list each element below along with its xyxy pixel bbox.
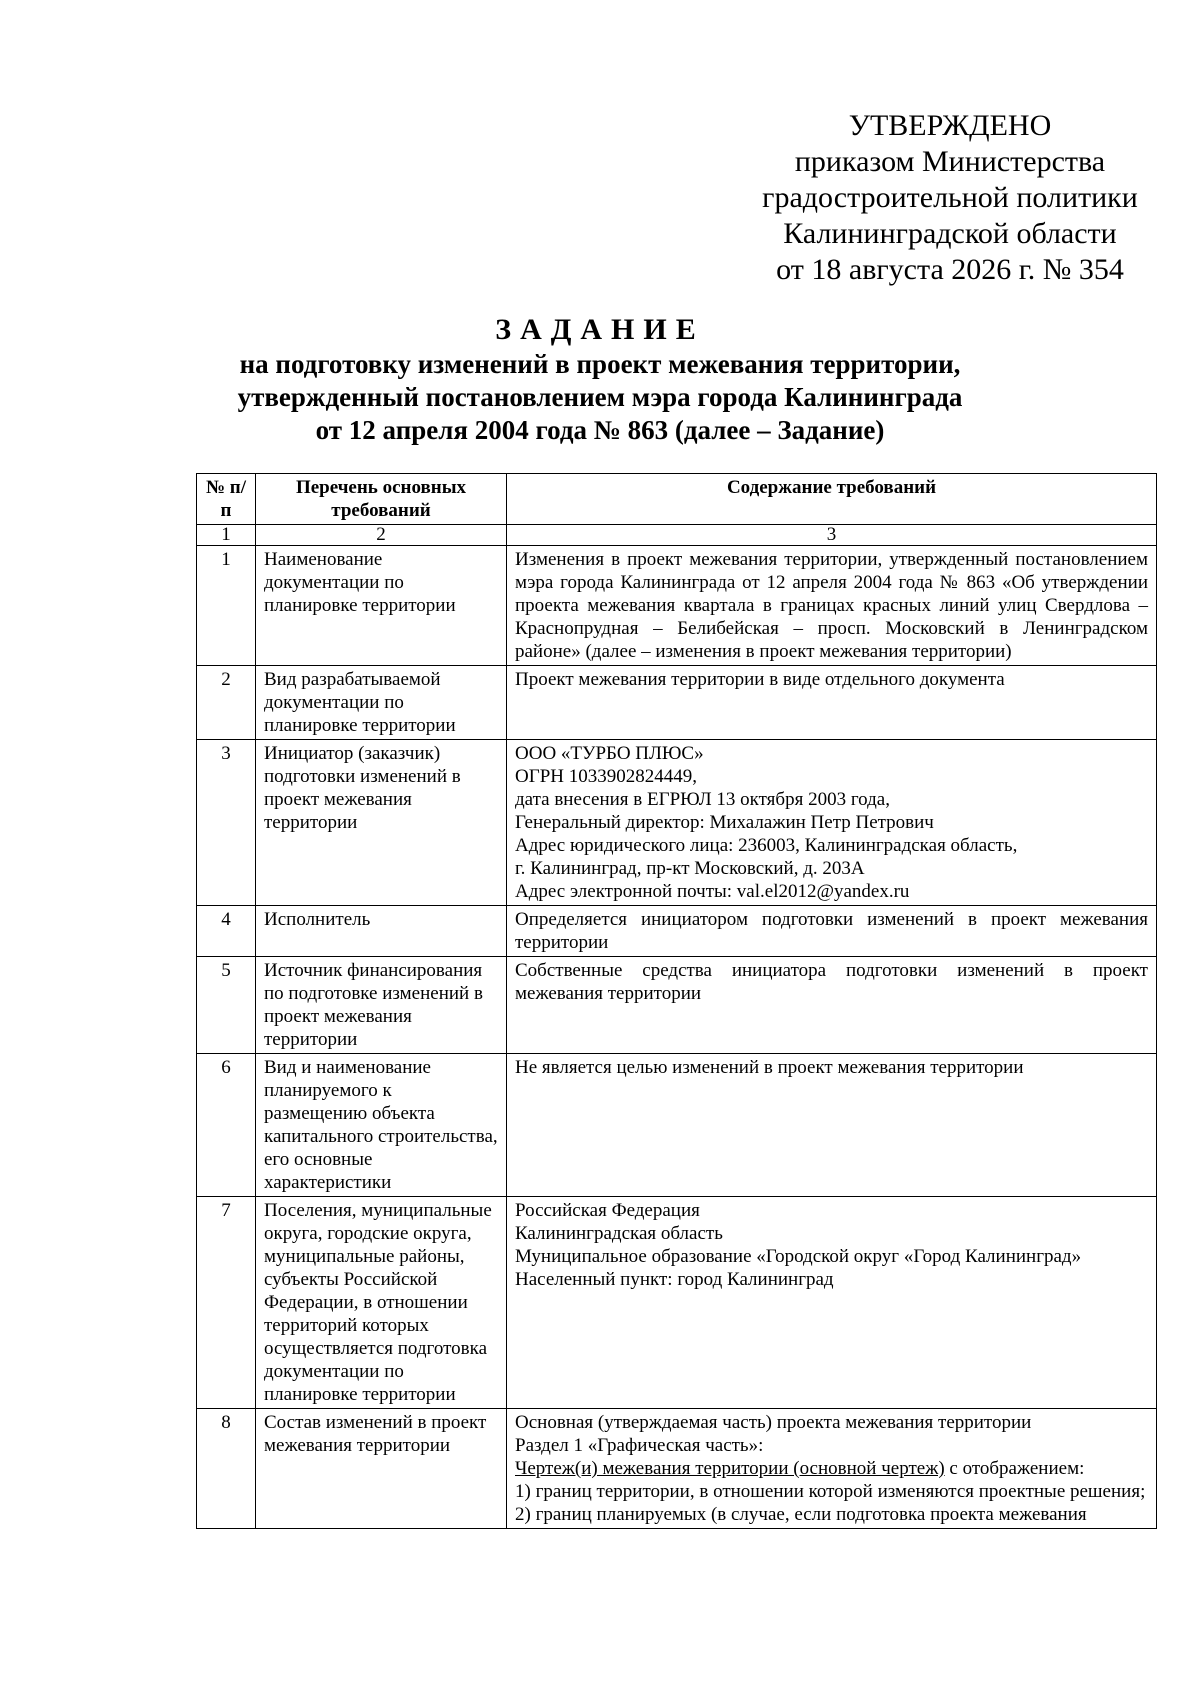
column-number: 3: [507, 525, 1157, 546]
table-row: [197, 666, 1157, 740]
table-row: [197, 957, 1157, 1054]
table-row: [197, 1197, 1157, 1409]
content-cell: Проект межевания территории в виде отдельного документа: [507, 666, 1157, 740]
document-subtitle-line: на подготовку изменений в проект межевания территории,: [239, 349, 961, 379]
column-number: 1: [197, 525, 256, 546]
document-heading: [180, 312, 1020, 447]
content-line: ООО «ТУРБО ПЛЮС»: [515, 743, 704, 764]
content-line: Основная (утверждаемая часть) проекта межевания территории: [515, 1412, 1032, 1433]
table-row: [197, 740, 1157, 906]
content-line: Муниципальное образование «Городской округ «Город Калининград»: [515, 1246, 1082, 1267]
content-cell: Изменения в проект межевания территории, утвержденный постановлением мэра города Калининграда от 12 апреля 2004 года № 863 «Об утверждении проекта межевания квартала в границах красных линий улиц Свердлова – Краснопрудная – Белибейская – просп. Московский в Ленинградском районе» (далее – изменения в проект межевания территории): [507, 546, 1157, 666]
content-line: г. Калининград, пр-кт Московский, д. 203А: [515, 858, 865, 879]
content-cell: [507, 740, 1157, 906]
drawing-line: [515, 1457, 1148, 1480]
header-num: № п/п: [197, 474, 256, 525]
content-item: 2) границ планируемых (в случае, если подготовка проекта межевания: [515, 1504, 1087, 1525]
requirement-cell: Состав изменений в проект межевания территории: [256, 1409, 507, 1529]
header-content: Содержание требований: [507, 474, 1157, 525]
row-number: 1: [197, 546, 256, 666]
content-line: дата внесения в ЕГРЮЛ 13 октября 2003 года,: [515, 789, 890, 810]
row-number: 2: [197, 666, 256, 740]
row-number: 6: [197, 1054, 256, 1197]
content-cell: [507, 1197, 1157, 1409]
underlined-text: Чертеж(и) межевания территории (основной чертеж): [515, 1458, 945, 1479]
table-row: [197, 546, 1157, 666]
document-subtitle-line: от 12 апреля 2004 года № 863 (далее – Задание): [315, 415, 885, 445]
requirement-cell: Исполнитель: [256, 906, 507, 957]
row-number: 3: [197, 740, 256, 906]
content-cell: [507, 1409, 1157, 1529]
content-line: Калининградская область: [515, 1223, 723, 1244]
requirement-cell: Вид разрабатываемой документации по планировке территории: [256, 666, 507, 740]
table-row: [197, 906, 1157, 957]
table-row: [197, 1409, 1157, 1529]
requirement-cell: Наименование документации по планировке территории: [256, 546, 507, 666]
approval-date: от 18 августа 2026 г. № 354: [776, 253, 1124, 286]
approval-line: градостроительной политики: [762, 181, 1138, 214]
row-number: 5: [197, 957, 256, 1054]
document-title: ЗАДАНИЕ: [495, 313, 705, 346]
email-line: Адрес электронной почты: val.el2012@yandex.ru: [515, 881, 910, 902]
row-number: 7: [197, 1197, 256, 1409]
column-number-row: [197, 525, 1157, 546]
table-row: [197, 1054, 1157, 1197]
content-cell: Собственные средства инициатора подготовки изменений в проект межевания территории: [507, 957, 1157, 1054]
requirement-cell: Поселения, муниципальные округа, городские округа, муниципальные районы, субъекты Российской Федерации, в отношении территорий которых осуществляется подготовка документации по планировке территории: [256, 1197, 507, 1409]
approval-line: приказом Министерства: [794, 145, 1106, 178]
requirement-cell: Инициатор (заказчик) подготовки изменений в проект межевания территории: [256, 740, 507, 906]
underlined-suffix: с отображением:: [944, 1458, 1085, 1479]
content-line: Населенный пункт: город Калининград: [515, 1269, 834, 1290]
content-line: Адрес юридического лица: 236003, Калининградская область,: [515, 835, 1018, 856]
approval-stamp-block: [760, 108, 1140, 288]
requirement-cell: Источник финансирования по подготовке изменений в проект межевания территории: [256, 957, 507, 1054]
content-line: Российская Федерация: [515, 1200, 700, 1221]
document-subtitle-line: утвержденный постановлением мэра города Калининграда: [237, 382, 963, 412]
row-number: 8: [197, 1409, 256, 1529]
requirements-table: [196, 473, 1157, 1529]
content-line: Генеральный директор: Михалажин Петр Петрович: [515, 812, 934, 833]
approval-line: Калининградской области: [783, 217, 1117, 250]
content-line: ОГРН 1033902824449,: [515, 766, 697, 787]
row-number: 4: [197, 906, 256, 957]
header-requirement: Перечень основных требований: [256, 474, 507, 525]
content-cell: Не является целью изменений в проект межевания территории: [507, 1054, 1157, 1197]
content-cell: Определяется инициатором подготовки изменений в проект межевания территории: [507, 906, 1157, 957]
approval-title: УТВЕРЖДЕНО: [848, 109, 1052, 142]
table-header-row: [197, 474, 1157, 525]
content-item: 1) границ территории, в отношении которой изменяются проектные решения;: [515, 1481, 1146, 1502]
column-number: 2: [256, 525, 507, 546]
requirement-cell: Вид и наименование планируемого к размещению объекта капитального строительства, его основные характеристики: [256, 1054, 507, 1197]
content-line: Раздел 1 «Графическая часть»:: [515, 1435, 764, 1456]
